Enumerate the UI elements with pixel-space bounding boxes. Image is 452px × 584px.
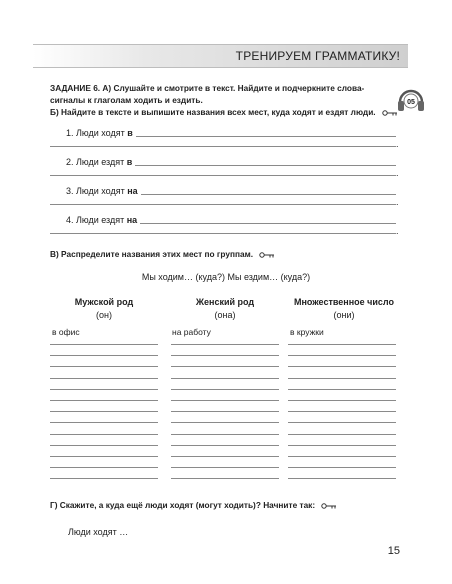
column-pronoun-masculine: (он) bbox=[96, 310, 112, 320]
answer-line-continuation[interactable] bbox=[50, 204, 396, 205]
column-answer-line[interactable] bbox=[288, 411, 396, 412]
column-answer-line[interactable] bbox=[50, 445, 158, 446]
task-v-heading: В) Распределите названия этих мест по группам. bbox=[50, 249, 254, 259]
column-answer-line[interactable] bbox=[50, 467, 158, 468]
column-pronoun-plural: (они) bbox=[333, 310, 355, 320]
fill-label: 1. Люди ходят в bbox=[66, 128, 136, 138]
column-answer-line[interactable] bbox=[50, 422, 158, 423]
section-header-band bbox=[33, 44, 408, 68]
audio-track-number: 05 bbox=[407, 99, 415, 106]
column-answer-line[interactable] bbox=[50, 366, 158, 367]
fill-row-2[interactable] bbox=[66, 154, 396, 168]
answer-key-icon bbox=[382, 110, 398, 116]
fill-label: 2. Люди ездят в bbox=[66, 157, 135, 167]
column-answer-line[interactable] bbox=[288, 445, 396, 446]
column-answer-line[interactable] bbox=[171, 434, 279, 435]
line-end-period: . bbox=[396, 139, 399, 149]
column-answer-line[interactable] bbox=[288, 400, 396, 401]
column-heading-feminine: Женский род bbox=[195, 297, 255, 307]
fill-row-3[interactable] bbox=[66, 183, 396, 197]
column-answer-line[interactable] bbox=[288, 478, 396, 479]
fill-label: 4. Люди ездят на bbox=[66, 215, 140, 225]
task-b-heading: Б) Найдите в тексте и выпишите названия всех мест, куда ходят и ездят люди. bbox=[50, 107, 376, 117]
column-answer-line[interactable] bbox=[50, 400, 158, 401]
column-answer-line[interactable] bbox=[171, 445, 279, 446]
column-answer-line[interactable] bbox=[171, 378, 279, 379]
task-g-heading-row bbox=[50, 500, 337, 510]
column-answer-line[interactable] bbox=[171, 400, 279, 401]
column-answer-line[interactable] bbox=[288, 378, 396, 379]
column-answer-line[interactable] bbox=[288, 389, 396, 390]
column-heading-plural: Множественное число bbox=[293, 297, 395, 307]
column-answer-line[interactable] bbox=[288, 422, 396, 423]
column-answer-line[interactable] bbox=[288, 344, 396, 345]
line-end-period: . bbox=[396, 226, 399, 236]
column-answer-line[interactable] bbox=[50, 389, 158, 390]
headphones-audio-icon[interactable] bbox=[396, 84, 426, 116]
column-example-masculine: в офис bbox=[52, 327, 80, 337]
answer-line-continuation[interactable] bbox=[50, 233, 396, 234]
column-answer-line[interactable] bbox=[50, 344, 158, 345]
column-answer-line[interactable] bbox=[50, 355, 158, 356]
column-heading-masculine: Мужской род bbox=[74, 297, 134, 307]
answer-starter-phrase: Люди ходят … bbox=[68, 527, 129, 537]
column-example-feminine: на работу bbox=[172, 327, 211, 337]
answer-key-icon bbox=[321, 503, 337, 509]
column-answer-line[interactable] bbox=[171, 411, 279, 412]
column-answer-line[interactable] bbox=[50, 378, 158, 379]
line-end-period: . bbox=[396, 197, 399, 207]
column-answer-line[interactable] bbox=[288, 366, 396, 367]
column-answer-line[interactable] bbox=[288, 434, 396, 435]
column-answer-line[interactable] bbox=[171, 355, 279, 356]
line-end-period: . bbox=[396, 168, 399, 178]
example-phrase: Мы ходим… (куда?) Мы ездим… (куда?) bbox=[141, 272, 311, 282]
column-pronoun-feminine: (она) bbox=[214, 310, 236, 320]
answer-key-icon bbox=[259, 252, 275, 258]
section-title: ТРЕНИРУЕМ ГРАММАТИКУ! bbox=[235, 49, 400, 63]
column-answer-line[interactable] bbox=[50, 434, 158, 435]
fill-label: 3. Люди ходят на bbox=[66, 186, 141, 196]
task-v-heading-row bbox=[50, 249, 275, 259]
answer-line-continuation[interactable] bbox=[50, 175, 396, 176]
column-answer-line[interactable] bbox=[288, 467, 396, 468]
column-answer-line[interactable] bbox=[288, 456, 396, 457]
column-answer-line[interactable] bbox=[171, 344, 279, 345]
page-number: 15 bbox=[387, 545, 400, 557]
column-answer-line[interactable] bbox=[171, 389, 279, 390]
task-g-heading: Г) Скажите, а куда ещё люди ходят (могут ходить)? Начните так: bbox=[50, 500, 316, 510]
column-answer-line[interactable] bbox=[288, 355, 396, 356]
task-b-heading-row bbox=[50, 106, 395, 118]
answer-line-continuation[interactable] bbox=[50, 146, 396, 147]
fill-row-1[interactable] bbox=[66, 125, 396, 139]
column-answer-line[interactable] bbox=[171, 366, 279, 367]
column-answer-line[interactable] bbox=[171, 422, 279, 423]
fill-row-4[interactable] bbox=[66, 212, 396, 226]
column-answer-line[interactable] bbox=[171, 467, 279, 468]
column-example-plural: в кружки bbox=[290, 327, 324, 337]
column-answer-line[interactable] bbox=[50, 456, 158, 457]
column-answer-line[interactable] bbox=[50, 411, 158, 412]
task-a-heading: ЗАДАНИЕ 6. А) Слушайте и смотрите в текст. Найдите и подчеркните слова-сигналы к глаголам ходить и ездить. bbox=[50, 83, 365, 105]
column-answer-line[interactable] bbox=[171, 456, 279, 457]
column-answer-line[interactable] bbox=[50, 478, 158, 479]
column-answer-line[interactable] bbox=[171, 478, 279, 479]
